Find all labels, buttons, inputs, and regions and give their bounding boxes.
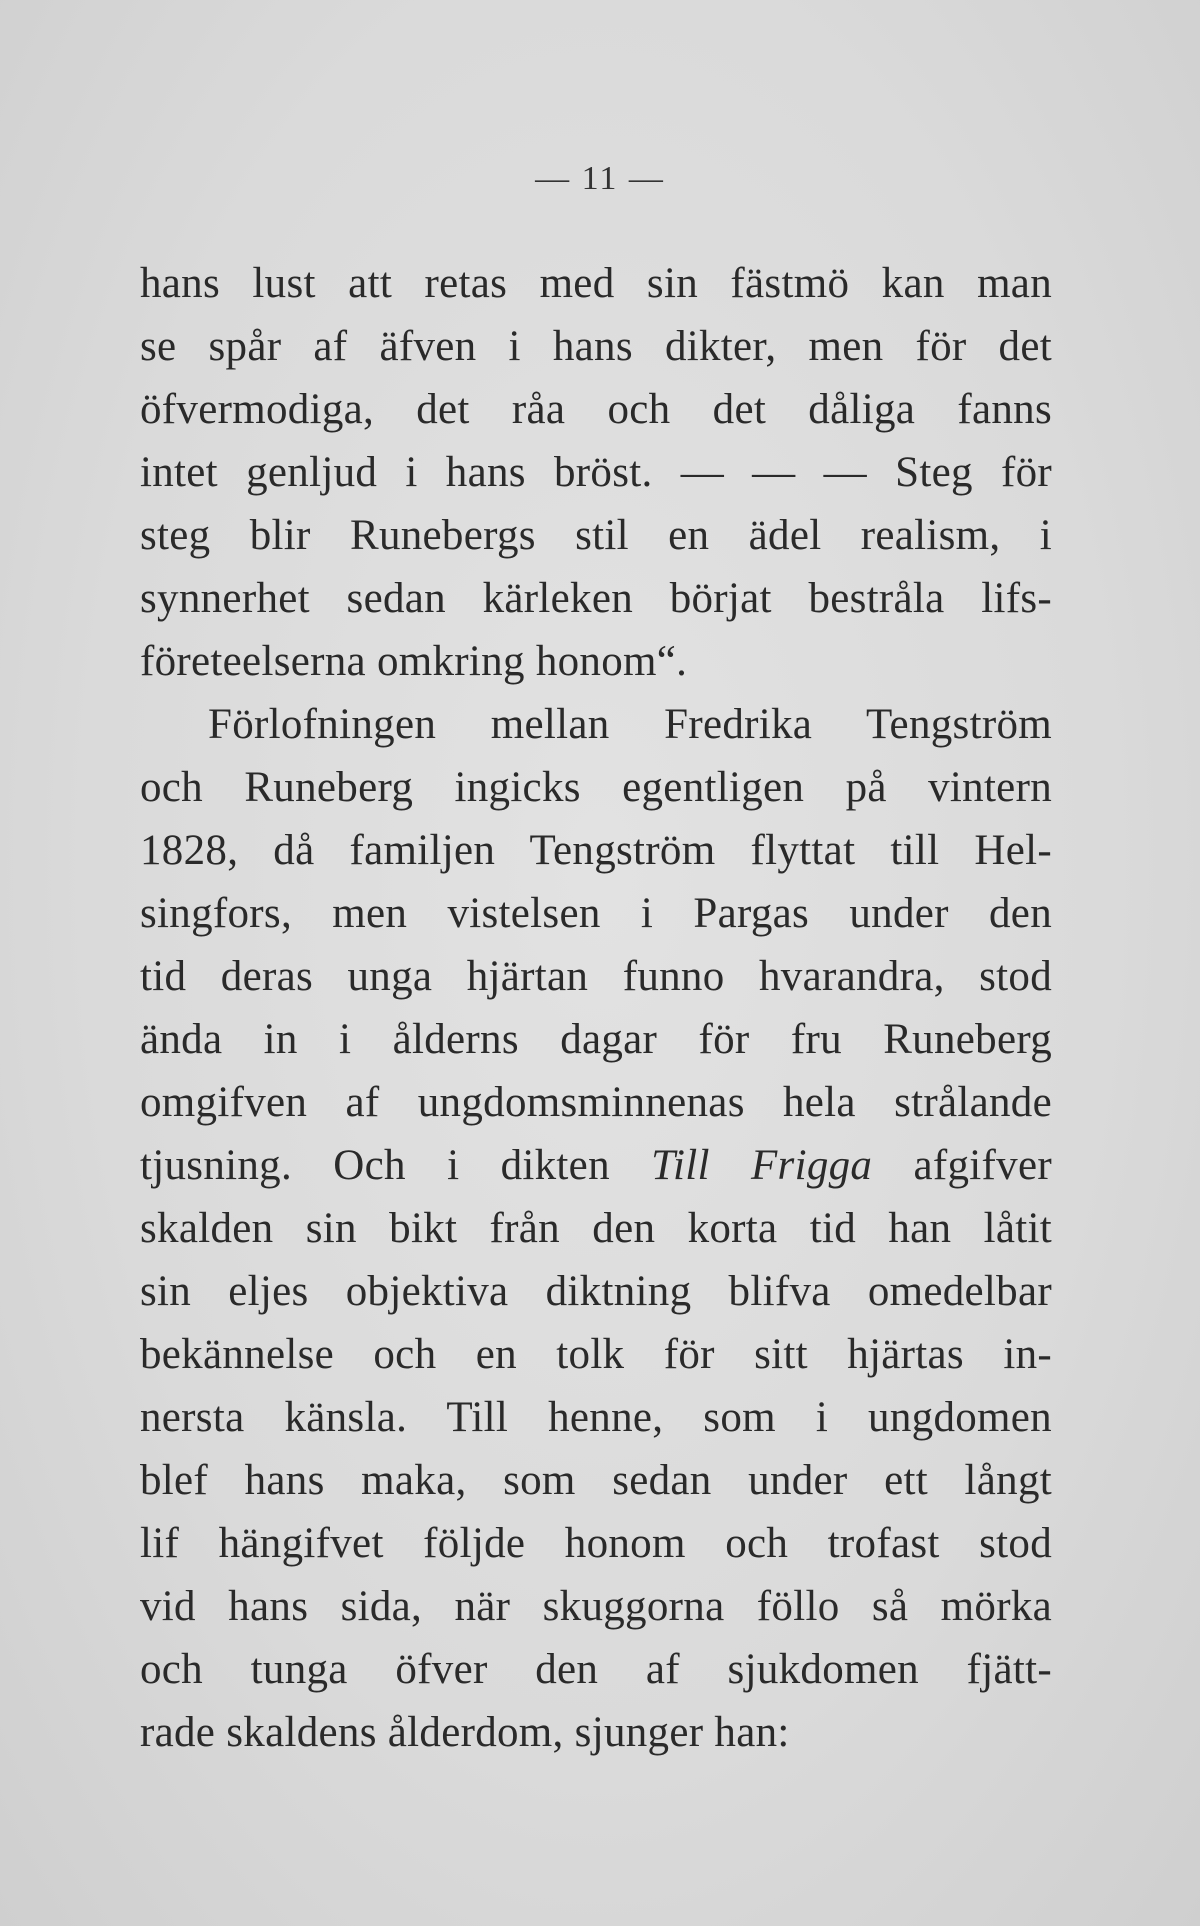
text-line: tid deras unga hjärtan funno hvarandra, stod <box>140 953 1052 1000</box>
text-line: synnerhet sedan kärleken börjat bestråla lifs- <box>140 575 1052 622</box>
text-line: skalden sin bikt från den korta tid han låtit <box>140 1205 1052 1252</box>
text-line: bekännelse och en tolk för sitt hjärtas in- <box>140 1331 1052 1378</box>
text-line: öfvermodiga, det råa och det dåliga fanns <box>140 386 1052 433</box>
text-line: 1828, då familjen Tengström flyttat till Hel- <box>140 827 1052 874</box>
poem-title: Till Frigga <box>651 1142 873 1189</box>
paragraph-first-line: Förlofningen mellan Fredrika Tengström <box>208 701 1052 748</box>
text-line: blef hans maka, som sedan under ett långt <box>140 1457 1052 1504</box>
text-line-with-title <box>140 1134 1052 1197</box>
text-line: rade skaldens ålderdom, sjunger han: <box>140 1709 790 1756</box>
body-text <box>140 252 1052 1764</box>
text-segment: afgifver <box>913 1142 1052 1189</box>
text-line: och tunga öfver den af sjukdomen fjätt- <box>140 1646 1052 1693</box>
text-line: se spår af äfven i hans dikter, men för det <box>140 323 1052 370</box>
text-line: omgifven af ungdomsminnenas hela strålande <box>140 1079 1052 1126</box>
text-line: företeelserna omkring honom“. <box>140 638 688 685</box>
text-line: steg blir Runebergs stil en ädel realism, i <box>140 512 1052 559</box>
text-line: lif hängifvet följde honom och trofast stod <box>140 1520 1052 1567</box>
text-line: vid hans sida, när skuggorna föllo så mörka <box>140 1583 1052 1630</box>
text-line: hans lust att retas med sin fästmö kan man <box>140 260 1052 307</box>
text-line: sin eljes objektiva diktning blifva omedelbar <box>140 1268 1052 1315</box>
text-segment: tjusning. Och i dikten <box>140 1142 610 1189</box>
text-line: ända in i ålderns dagar för fru Runeberg <box>140 1016 1052 1063</box>
text-line: intet genljud i hans bröst. — — — Steg för <box>140 449 1052 496</box>
page-number: — 11 — <box>535 160 665 197</box>
text-line: nersta känsla. Till henne, som i ungdomen <box>140 1394 1052 1441</box>
text-line: singfors, men vistelsen i Pargas under den <box>140 890 1052 937</box>
text-line: och Runeberg ingicks egentligen på vintern <box>140 764 1052 811</box>
